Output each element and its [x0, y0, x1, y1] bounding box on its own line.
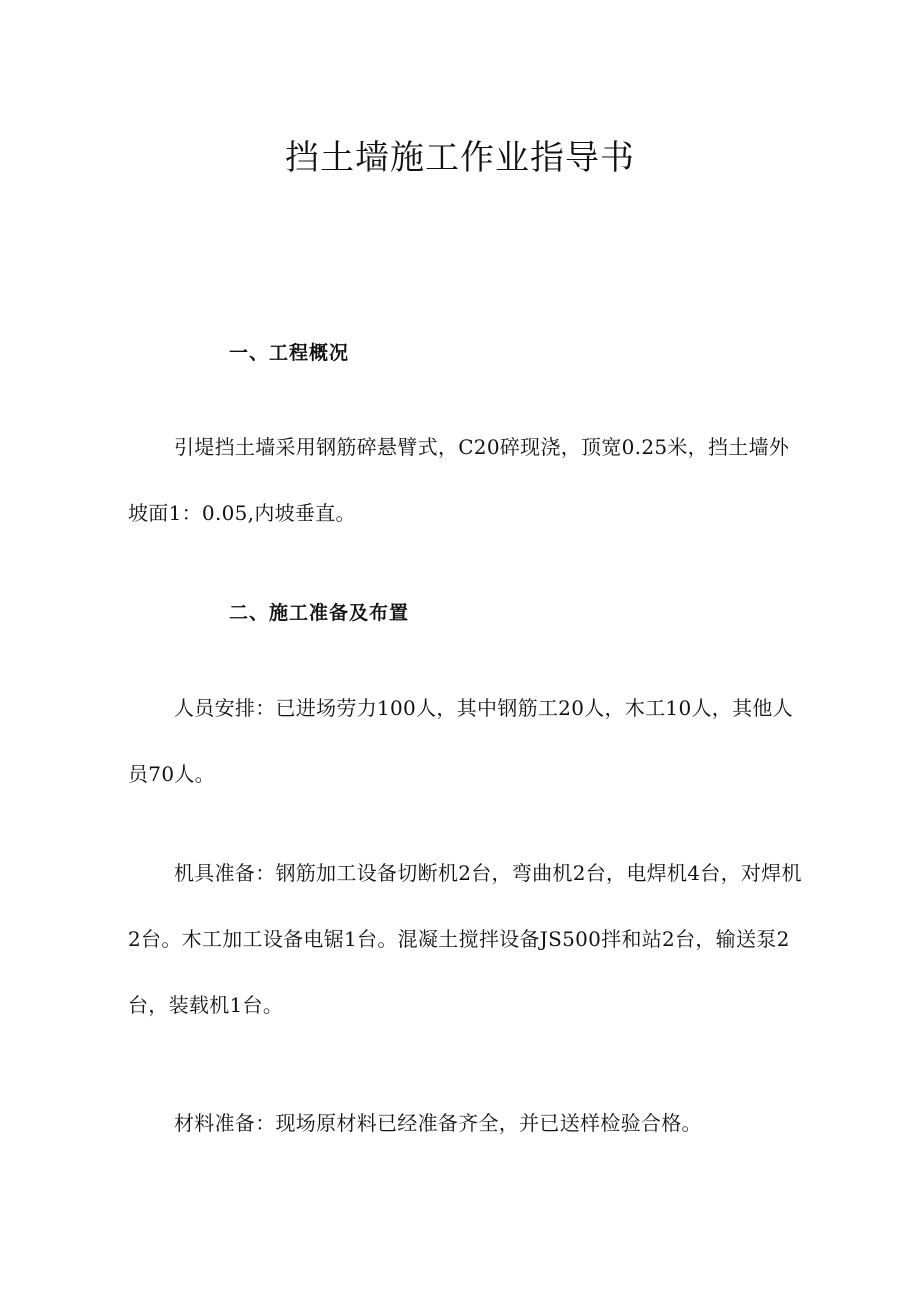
- paragraph-equipment: 机具准备：钢筋加工设备切断机2台，弯曲机2台，电焊机4台，对焊机2台。木工加工设备电锯1台。混凝土搅拌设备JS500拌和站2台，输送泵2台，装载机1台。: [128, 861, 802, 1017]
- paragraph-overview: 引堤挡土墙采用钢筋碎悬臂式，C20碎现浇，顶宽0.25米，挡土墙外坡面1：0.05,内坡垂直。: [128, 435, 790, 525]
- section-heading-preparation: 二、施工准备及布置: [229, 602, 410, 624]
- document-title: 挡土墙施工作业指导书: [285, 138, 635, 178]
- paragraph-materials: 材料准备：现场原材料已经准备齐全，并已送样检验合格。: [174, 1111, 702, 1135]
- paragraph-personnel: 人员安排：已进场劳力100人，其中钢筋工20人，木工10人，其他人员70人。: [128, 696, 793, 786]
- section-heading-overview: 一、工程概况: [229, 342, 350, 364]
